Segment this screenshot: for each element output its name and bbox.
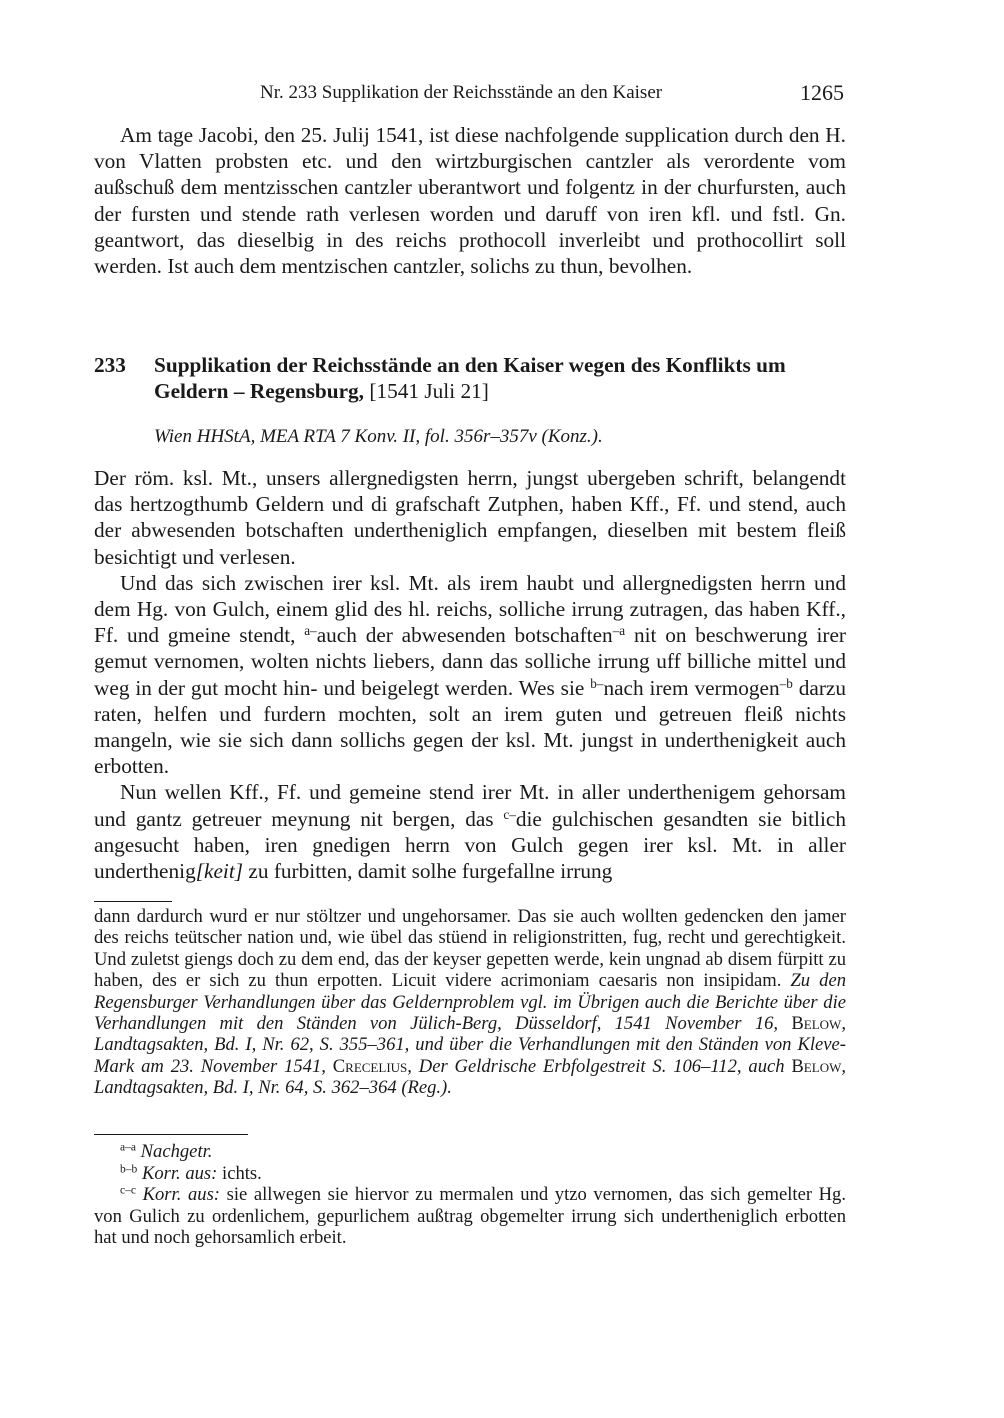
footnote-text (94, 906, 846, 1099)
running-header (94, 80, 846, 108)
author-name-crecelius: Crecelius (332, 1055, 408, 1077)
footnote-italic-text: Zu den Regensburger Verhandlungen über das Geldernproblem vgl. im Übrigen auch die Berichte über die Verhandlungen mit den Ständen von Jülich-Berg, Düsseldorf, 1541 November 16, (94, 970, 846, 1035)
note-mark-b-open: b– (590, 675, 604, 691)
archival-source: Wien HHStA, MEA RTA 7 Konv. II, fol. 356r–357v (Konz.). (154, 426, 603, 447)
critical-note-c (94, 1184, 846, 1249)
document-body (94, 465, 846, 884)
critical-note-mark: c–c (120, 1184, 136, 1197)
document-heading (94, 352, 846, 404)
body-text: nit on beschwerung irer gemut vernomen, wolten nichts liebers, dann das solliche irrung uff billiche mittel und weg in der gut mocht hin- und beigelegt werden. Wes sie (94, 623, 847, 700)
footnote-italic-text: , Landtagsakten, Bd. I, Nr. 62, S. 355–361, und über die Verhandlungen mit den Ständen von Kleve-Mark am 23. November 1541, (94, 1013, 846, 1077)
page-number: 1265 (800, 80, 844, 105)
footnote-italic-text: , Der Geldrische Erbfolgestreit S. 106–112, auch (407, 1055, 785, 1077)
critical-note-label: Nachgetr. (140, 1141, 213, 1162)
critical-note-text: sie allwegen sie hiervor zu mermalen und ytzo vernomen, das sich gemelter Hg. von Gulich zu ordenlichem, gepurlichem außtrag obgemelter irrung sich undertheniglich erbotten hat und noch gehorsamlich erbeit. (94, 1184, 846, 1249)
note-mark-a-open: a– (304, 622, 317, 638)
editorial-emendation: [keit] (195, 859, 244, 884)
intro-text: Am tage Jacobi, den 25. Julij 1541, ist diese nachfolgende supplication durch den H. von Vlatten probsten etc. und den wirtzburgischen cantzler als verordente vom außschuß dem mentzisschen cantzler uberantwort und folgentz in der churfursten, auch der fursten und stende rath verlesen worden und daruff von iren kfl. und fstl. Gn. geantwort, das dieselbig in des reichs prothocoll inverleibt und prothocollirt soll werden. Ist auch dem mentzischen cantzler, solichs zu thun, bevolhen. (94, 123, 846, 279)
body-text: darzu raten, helfen und furdern mochten, solt an irem guten und getreuen fleiß nichts mangeln, wie sie sich dann sollichs gegen der ksl. Mt. jungst in underthenigkeit auch erbotten. (94, 675, 847, 779)
body-text: die gulchischen gesandten sie bitlich angesucht haben, iren gnedigen herrn von Gulch gegen irer ksl. Mt. in aller underthenig (94, 806, 846, 884)
critical-note-a (94, 1141, 846, 1163)
footnote-plain-text: dann dardurch wurd er nur stöltzer und ungehorsamer. Das sie auch wollten gedencken den jamer des reichs teütscher nation und, wie übel das stüend in religionstritten, fug, recht und gerechtigkeit. Und zuletst giengs doch zu dem end, das der keyser gepetten werde, kein ungnad ab disem fürpitt zu haben, des er sich zu thun erpotten. Licuit videre acrimoniam caesaris non insipidam. (94, 906, 846, 992)
footnote-separator (94, 901, 172, 902)
document-date: [1541 Juli 21] (369, 379, 489, 403)
critical-note-mark: b–b (120, 1163, 138, 1176)
body-text: nach irem vermogen (603, 675, 780, 700)
critical-note-b (94, 1163, 846, 1185)
body-paragraph-3 (94, 779, 846, 884)
critical-apparatus-separator (94, 1134, 248, 1135)
body-text: Nun wellen Kff., Ff. und gemeine stend irer Mt. in aller underthenigem gehorsam und gantz getreuer meynung nit bergen, das (94, 780, 846, 831)
critical-note-label: Korr. aus: (141, 1162, 218, 1184)
note-mark-b-close: –b (779, 675, 793, 691)
document-title-block (154, 352, 846, 404)
author-name-below: Below (791, 1055, 842, 1077)
running-title: Nr. 233 Supplikation der Reichsstände an den Kaiser (260, 82, 663, 103)
critical-note-mark: a–a (120, 1141, 136, 1154)
intro-paragraph (94, 122, 846, 279)
critical-note-text: ichts. (222, 1162, 262, 1184)
body-text: Und das sich zwischen irer ksl. Mt. als irem haubt und allergnedigsten herrn und dem Hg. von Gulch, einem glid des hl. reichs, solliche irrung zutragen, das haben Kff., Ff. und gmeine stendt, (94, 570, 846, 648)
note-mark-a-close: –a (612, 622, 626, 638)
critical-note-label: Korr. aus: (142, 1184, 220, 1206)
footnote-continuation (94, 906, 846, 1099)
document-number: 233 (94, 353, 126, 377)
body-paragraph-1: Der röm. ksl. Mt., unsers allergnedigsten herrn, jungst ubergeben schrift, belangendt das hertzogthumb Geldern und di grafschaft Zutphen, haben Kff., Ff. und stend, auch der abwesenden botschaften undertheniglich empfangen, dieselben mit bestem fleiß besichtigt und verlesen. (94, 466, 846, 569)
document-title: Supplikation der Reichsstände an den Kaiser wegen des Konflikts um Geldern – Regensburg, (154, 353, 786, 403)
body-paragraph-2 (94, 570, 846, 780)
body-text: auch der abwesenden botschaften (316, 623, 613, 648)
critical-apparatus (94, 1141, 846, 1249)
note-mark-c-open: c– (503, 806, 516, 822)
body-text: zu furbitten, damit solhe furgefallne irrung (248, 859, 613, 884)
footnote-italic-text: , Landtagsakten, Bd. I, Nr. 64, S. 362–364 (Reg.). (94, 1055, 847, 1099)
author-name-below: Below (791, 1013, 842, 1035)
